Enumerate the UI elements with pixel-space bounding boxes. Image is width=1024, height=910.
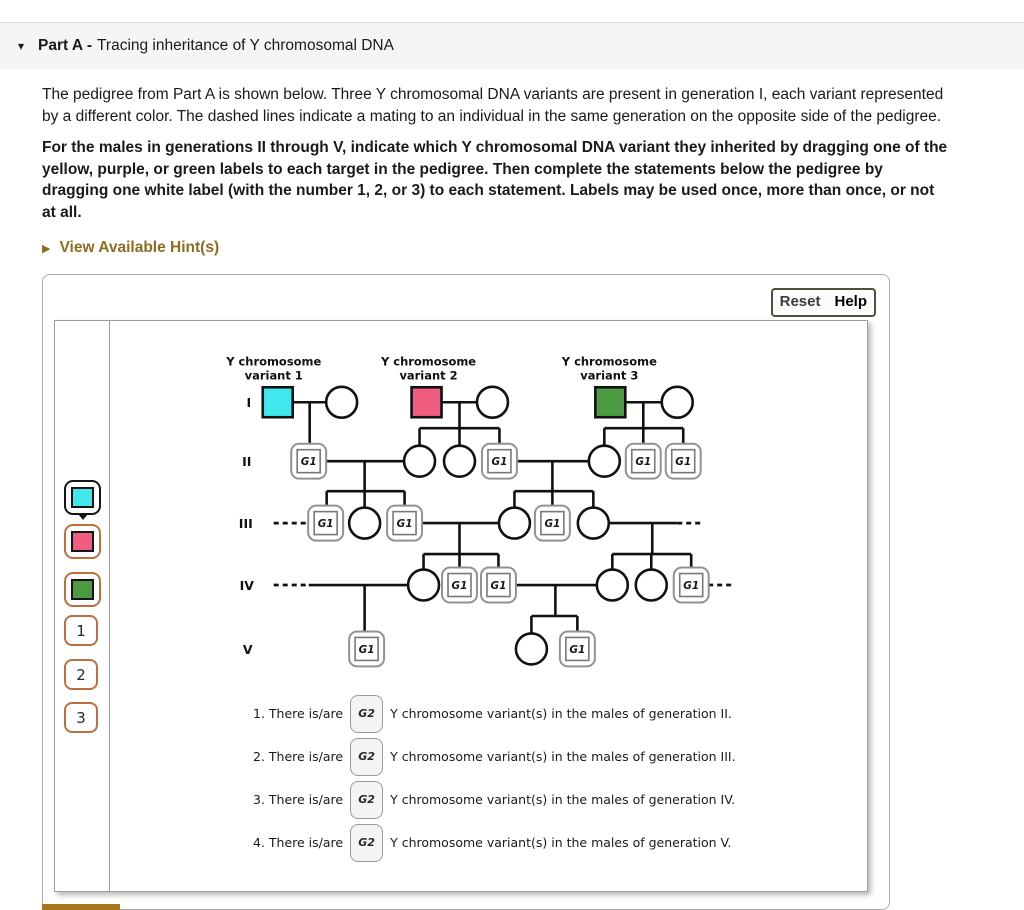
statement-drop-target[interactable]: G2 <box>350 824 383 862</box>
generation-label: I <box>246 395 252 411</box>
female-circle <box>636 570 667 601</box>
svg-text:G1: G1 <box>683 580 700 593</box>
pedigree-drop-target[interactable] <box>349 631 384 666</box>
activity-toolbar <box>771 288 876 317</box>
pedigree-drop-target[interactable] <box>666 444 701 479</box>
female-circle <box>499 508 530 539</box>
pedigree-drop-target[interactable] <box>308 506 343 541</box>
generation-label: V <box>242 641 253 657</box>
statement-drop-target[interactable]: G2 <box>350 781 383 819</box>
number-2-label[interactable]: 2 <box>64 659 98 690</box>
view-hints-link[interactable] <box>42 239 1024 257</box>
statement-row <box>253 822 731 863</box>
pedigree-drop-target[interactable] <box>442 568 477 603</box>
svg-text:G1: G1 <box>491 456 508 469</box>
activity-panel <box>54 320 868 892</box>
hint-arrow-icon: ▶ <box>42 242 51 255</box>
paragraph-line: by a different color. The dashed lines indicate a mating to an individual in the same generation on the opposite side of the pedigree. <box>42 107 942 125</box>
svg-text:G1: G1 <box>300 456 317 469</box>
top-strip <box>0 0 1024 22</box>
paragraph-line: For the males in generations II through V, indicate which Y chromosomal DNA variant they inherited by dragging one of the <box>42 139 948 156</box>
number-3-label[interactable]: 3 <box>64 702 98 733</box>
variant-label: Y chromosome variant 3 <box>561 354 657 383</box>
paragraph-line: at all. <box>42 203 82 221</box>
svg-text:G1: G1 <box>451 580 468 593</box>
help-button[interactable]: Help <box>827 290 874 315</box>
founder-male-variant-2 <box>412 387 442 417</box>
founder-male-variant-1 <box>263 387 293 417</box>
statement-suffix: Y chromosome variant(s) in the males of generation III. <box>390 749 736 764</box>
statement-row <box>253 779 735 820</box>
female-circle <box>516 633 547 664</box>
part-header[interactable] <box>0 22 1024 69</box>
pedigree-drop-target[interactable] <box>535 506 570 541</box>
generation-label: III <box>238 516 253 532</box>
pedigree-drop-target[interactable] <box>291 444 326 479</box>
female-circle <box>597 570 628 601</box>
female-circle <box>589 446 620 477</box>
paragraph-line: The pedigree from Part A is shown below. Three Y chromosomal DNA variants are present in generation I, each variant represented <box>42 86 944 103</box>
female-circle <box>349 508 380 539</box>
svg-text:G1: G1 <box>675 456 692 469</box>
statement-drop-target[interactable]: G2 <box>350 695 383 733</box>
svg-text:G1: G1 <box>490 580 507 593</box>
female-circle <box>404 446 435 477</box>
svg-text:G1: G1 <box>396 518 413 531</box>
female-circle <box>408 570 439 601</box>
statement-row <box>253 693 732 734</box>
statement-suffix: Y chromosome variant(s) in the males of generation II. <box>390 706 732 721</box>
paragraph-line: yellow, purple, or green labels to each target in the pedigree. Then complete the statements below the pedigree by <box>42 160 883 178</box>
number-1-label[interactable]: 1 <box>64 615 98 646</box>
variant-label: Y chromosome variant 2 <box>381 354 477 383</box>
instructions-paragraph <box>42 137 1024 223</box>
activity-area <box>42 274 890 910</box>
founder-male-variant-3 <box>595 387 625 417</box>
statement-drop-target[interactable]: G2 <box>350 738 383 776</box>
reset-button[interactable]: Reset <box>773 290 828 315</box>
pedigree-drop-target[interactable] <box>387 506 422 541</box>
svg-text:G1: G1 <box>358 643 375 656</box>
paragraph-line: dragging one white label (with the number 1, 2, or 3) to each statement. Labels may be used once, more than once, or not <box>42 182 935 199</box>
svg-text:G1: G1 <box>635 456 652 469</box>
svg-text:G1: G1 <box>317 518 334 531</box>
statement-prefix: 2. There is/are <box>253 749 344 764</box>
part-label: Part A - <box>38 37 93 54</box>
female-circle <box>444 446 475 477</box>
generation-label: II <box>242 454 252 470</box>
female-circle <box>578 508 609 539</box>
question-body <box>0 69 1024 257</box>
svg-text:G1: G1 <box>544 518 561 531</box>
female-circle <box>662 387 693 418</box>
generation-label: IV <box>239 578 254 594</box>
hint-label: View Available Hint(s) <box>59 239 220 256</box>
svg-text:G1: G1 <box>569 643 586 656</box>
pedigree-drop-target[interactable] <box>482 444 517 479</box>
female-circle <box>477 387 508 418</box>
statement-suffix: Y chromosome variant(s) in the males of generation V. <box>390 835 732 850</box>
part-title: Tracing inheritance of Y chromosomal DNA <box>97 37 394 54</box>
statement-row <box>253 736 736 777</box>
pedigree-drop-target[interactable] <box>626 444 661 479</box>
statement-prefix: 4. There is/are <box>253 835 344 850</box>
collapse-triangle-icon[interactable]: ▾ <box>18 39 25 53</box>
variant-label: Y chromosome variant 1 <box>226 354 322 383</box>
pedigree-drop-target[interactable] <box>560 631 595 666</box>
female-circle <box>326 387 357 418</box>
intro-paragraph <box>42 84 1024 127</box>
statement-prefix: 3. There is/are <box>253 792 344 807</box>
pedigree-drop-target[interactable] <box>481 568 516 603</box>
submit-button-partial[interactable] <box>42 904 120 910</box>
pedigree-drop-target[interactable] <box>674 568 709 603</box>
statement-suffix: Y chromosome variant(s) in the males of generation IV. <box>390 792 736 807</box>
statement-prefix: 1. There is/are <box>253 706 344 721</box>
